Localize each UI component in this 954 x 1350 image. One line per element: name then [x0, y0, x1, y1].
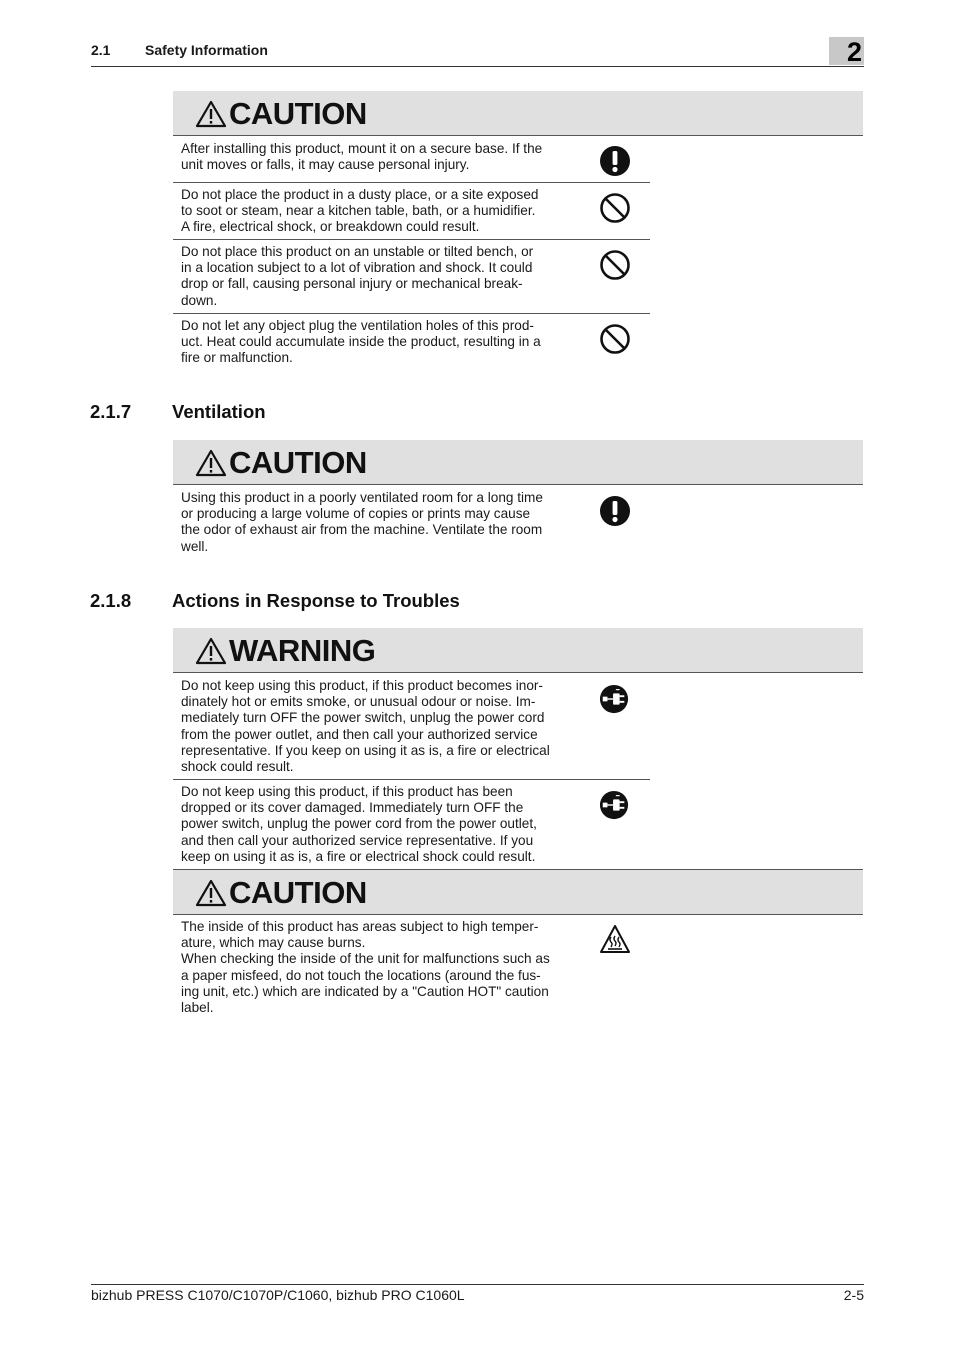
section-title: Actions in Response to Troubles — [172, 590, 460, 611]
caution-row — [173, 183, 650, 240]
caution-row — [173, 137, 650, 183]
header-section-number: 2.1 — [91, 42, 111, 58]
chapter-number: 2 — [846, 37, 862, 67]
prohibition-icon — [599, 323, 631, 355]
warning-triangle-icon — [195, 449, 227, 477]
caution-row — [173, 915, 650, 1019]
warning-row — [173, 674, 650, 780]
warning-text: Do not keep using this product, if this product has been dropped or its cover damaged. Immediately turn OFF the power switch, unplug the power cord from the power outlet, and then call your authorized service representative. If you keep on using it as is, a fire or electrical shock could result. — [181, 784, 537, 864]
mandatory-action-icon — [599, 145, 631, 177]
prohibition-icon — [599, 192, 631, 224]
warning-row — [173, 780, 650, 868]
prohibition-icon — [599, 249, 631, 281]
caution-banner — [173, 440, 863, 485]
warning-triangle-icon — [195, 879, 227, 907]
caution-banner — [173, 91, 863, 136]
warning-text: Do not keep using this product, if this product becomes inor- dinately hot or emits smoke, or unusual odour or noise. Im- mediately turn OFF the power switch, unplug the power cord from the power outlet, and then call your authorized service representative. If you keep on using it as is, a fire or electrical shock could result. — [181, 678, 550, 775]
caution-text: The inside of this product has areas subject to high temper- ature, which may cause burns. When checking the inside of the unit for malfunctions such as a paper misfeed, do not touch the locations (around the fus- ing unit, etc.) which are indicated by a "Caution HOT" caution label. — [181, 919, 550, 1016]
caution-text: Using this product in a poorly ventilated room for a long time or producing a large volume of copies or prints may cause the odor of exhaust air from the machine. Ventilate the room well. — [181, 490, 543, 554]
hot-surface-icon — [599, 924, 631, 954]
page-number: 2-5 — [843, 1287, 864, 1303]
caution-row — [173, 314, 650, 370]
warning-label: WARNING — [229, 633, 376, 668]
section-title: Ventilation — [172, 401, 266, 422]
caution-banner — [173, 869, 863, 915]
chapter-tab — [829, 37, 864, 65]
caution-label: CAUTION — [229, 96, 367, 131]
warning-triangle-icon — [195, 637, 227, 665]
unplug-icon — [599, 684, 629, 714]
caution-label: CAUTION — [229, 445, 367, 480]
unplug-icon — [599, 790, 629, 820]
caution-text: After installing this product, mount it on a secure base. If the unit moves or falls, it may cause personal injury. — [181, 141, 543, 173]
header-section-title: Safety Information — [145, 42, 268, 58]
caution-text: Do not place this product on an unstable or tilted bench, or in a location subject to a lot of vibration and shock. It could drop or fall, causing personal injury or mechanical break- down. — [181, 244, 534, 308]
warning-triangle-icon — [195, 100, 227, 128]
caution-text: Do not let any object plug the ventilation holes of this prod- uct. Heat could accumulate inside the product, resulting in a fire or malfunction. — [181, 318, 541, 366]
mandatory-action-icon — [599, 495, 631, 527]
caution-text: Do not place the product in a dusty place, or a site exposed to soot or steam, near a kitchen table, bath, or a humidifier. A fire, electrical shock, or breakdown could result. — [181, 187, 539, 235]
footer-product-name: bizhub PRESS C1070/C1070P/C1060, bizhub PRO C1060L — [91, 1287, 465, 1303]
caution-row — [173, 486, 650, 556]
section-number: 2.1.8 — [90, 590, 132, 611]
caution-row — [173, 240, 650, 314]
caution-label: CAUTION — [229, 875, 367, 910]
page-header — [91, 40, 864, 67]
page-footer — [91, 1284, 864, 1305]
warning-banner — [173, 628, 863, 673]
section-number: 2.1.7 — [90, 401, 132, 422]
